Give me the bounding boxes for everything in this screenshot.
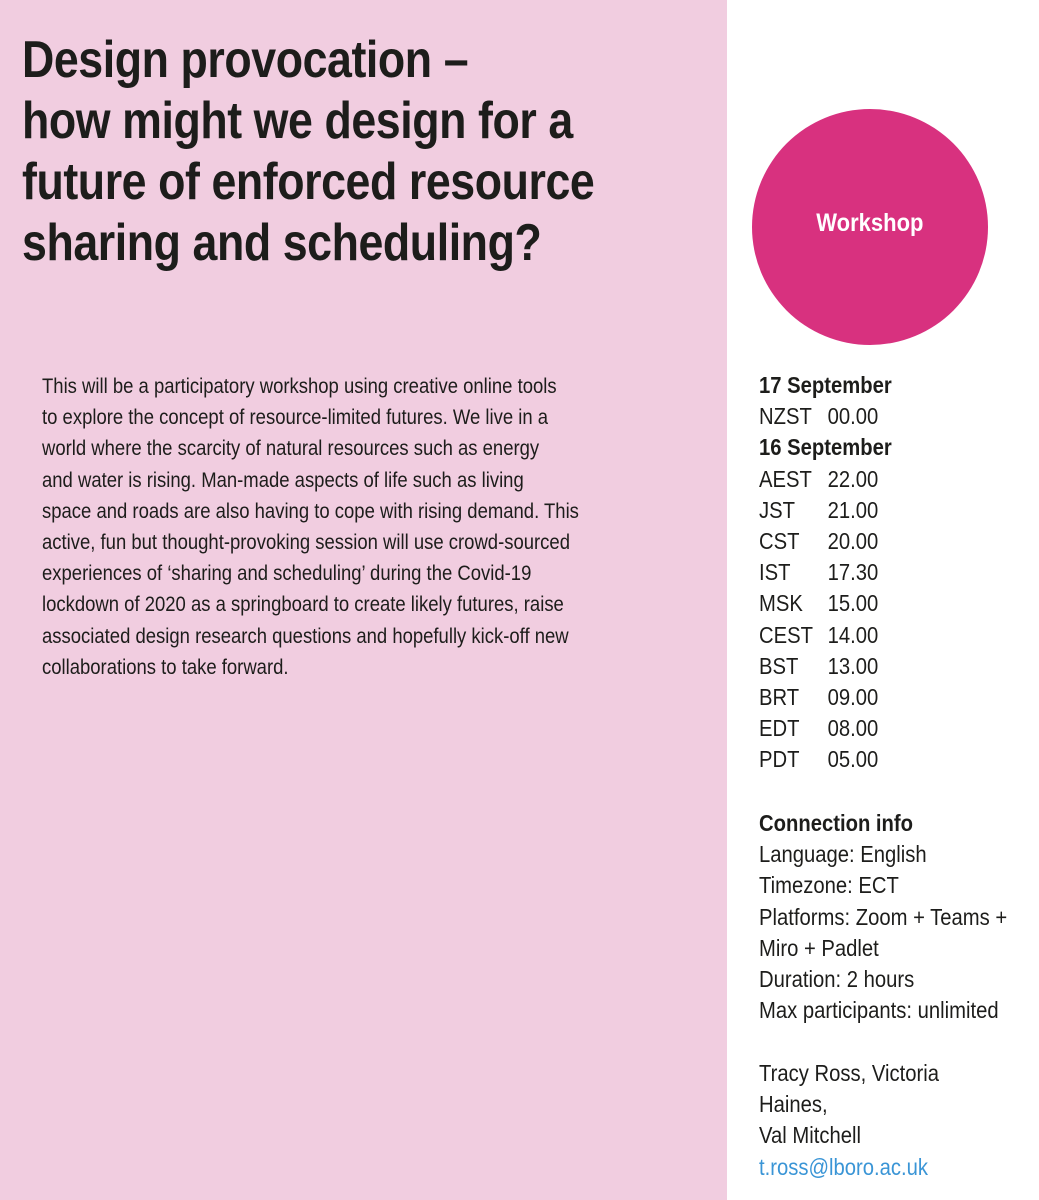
timezone-time: 15.00 xyxy=(827,590,879,617)
schedule-date: 16 September xyxy=(759,434,892,461)
schedule-row xyxy=(759,526,1005,557)
title-line: how might we design for a xyxy=(22,92,573,150)
timezone-code: IST xyxy=(759,559,791,586)
schedule-row xyxy=(759,713,1005,744)
timezone-code: BRT xyxy=(759,684,800,711)
title-line: future of enforced resource xyxy=(22,153,595,211)
title-line: sharing and scheduling? xyxy=(22,214,542,272)
connection-info-line: Platforms: Zoom + Teams + xyxy=(759,903,1008,930)
schedule-row xyxy=(759,557,1005,588)
title-line: Design provocation – xyxy=(22,31,469,89)
timezone-code: EDT xyxy=(759,715,800,742)
page-title xyxy=(22,30,624,274)
contact-email-link[interactable]: t.ross@lboro.ac.uk xyxy=(759,1153,929,1180)
workshop-badge xyxy=(752,109,988,345)
schedule-row xyxy=(759,588,1005,619)
timezone-code: PDT xyxy=(759,746,800,773)
timezone-time: 09.00 xyxy=(827,684,879,711)
schedule-row xyxy=(759,401,1005,432)
description-line: world where the scarcity of natural resources such as energy xyxy=(42,437,540,461)
timezone-code: NZST xyxy=(759,403,812,430)
schedule-row xyxy=(759,682,1005,713)
timezone-time: 20.00 xyxy=(827,528,879,555)
timezone-time: 21.00 xyxy=(827,496,879,523)
timezone-time: 05.00 xyxy=(827,746,879,773)
author-line: Tracy Ross, Victoria xyxy=(759,1060,939,1086)
schedule-row xyxy=(759,620,1005,651)
description-line: to explore the concept of resource-limited futures. We live in a xyxy=(42,406,549,430)
timezone-time: 17.30 xyxy=(827,559,879,586)
connection-info-heading: Connection info xyxy=(759,810,914,836)
timezone-code: AEST xyxy=(759,465,812,492)
timezone-code: JST xyxy=(759,496,795,523)
authors xyxy=(759,1058,1005,1183)
workshop-description xyxy=(42,371,623,683)
connection-info-line: Max participants: unlimited xyxy=(759,997,999,1024)
timezone-time: 22.00 xyxy=(827,465,879,492)
connection-info-line: Language: English xyxy=(759,841,927,868)
description-line: collaborations to take forward. xyxy=(42,655,289,679)
schedule-row xyxy=(759,744,1005,775)
timezone-time: 08.00 xyxy=(827,715,879,742)
schedule xyxy=(759,370,1005,776)
connection-info-line: Miro + Padlet xyxy=(759,934,879,961)
connection-info xyxy=(759,808,1008,1026)
timezone-time: 00.00 xyxy=(827,403,879,430)
timezone-time: 14.00 xyxy=(827,621,879,648)
badge-label: Workshop xyxy=(816,208,924,237)
schedule-row xyxy=(759,495,1005,526)
timezone-code: CST xyxy=(759,528,800,555)
description-line: lockdown of 2020 as a springboard to create likely futures, raise xyxy=(42,593,564,617)
description-line: This will be a participatory workshop using creative online tools xyxy=(42,375,557,398)
timezone-code: CEST xyxy=(759,621,813,648)
description-line: associated design research questions and hopefully kick-off new xyxy=(42,624,569,648)
timezone-time: 13.00 xyxy=(827,652,879,679)
schedule-row xyxy=(759,651,1005,682)
schedule-row xyxy=(759,464,1005,495)
schedule-date: 17 September xyxy=(759,372,892,398)
description-line: space and roads are also having to cope with rising demand. This xyxy=(42,499,579,523)
description-line: active, fun but thought-provoking session will use crowd-sourced xyxy=(42,531,570,555)
connection-info-line: Duration: 2 hours xyxy=(759,966,915,993)
author-line: Haines, xyxy=(759,1091,828,1118)
author-line: Val Mitchell xyxy=(759,1122,861,1149)
timezone-code: MSK xyxy=(759,590,803,617)
connection-info-line: Timezone: ECT xyxy=(759,872,899,899)
description-line: experiences of ‘sharing and scheduling’ during the Covid-19 xyxy=(42,562,532,586)
description-line: and water is rising. Man-made aspects of life such as living xyxy=(42,468,524,492)
timezone-code: BST xyxy=(759,652,799,679)
